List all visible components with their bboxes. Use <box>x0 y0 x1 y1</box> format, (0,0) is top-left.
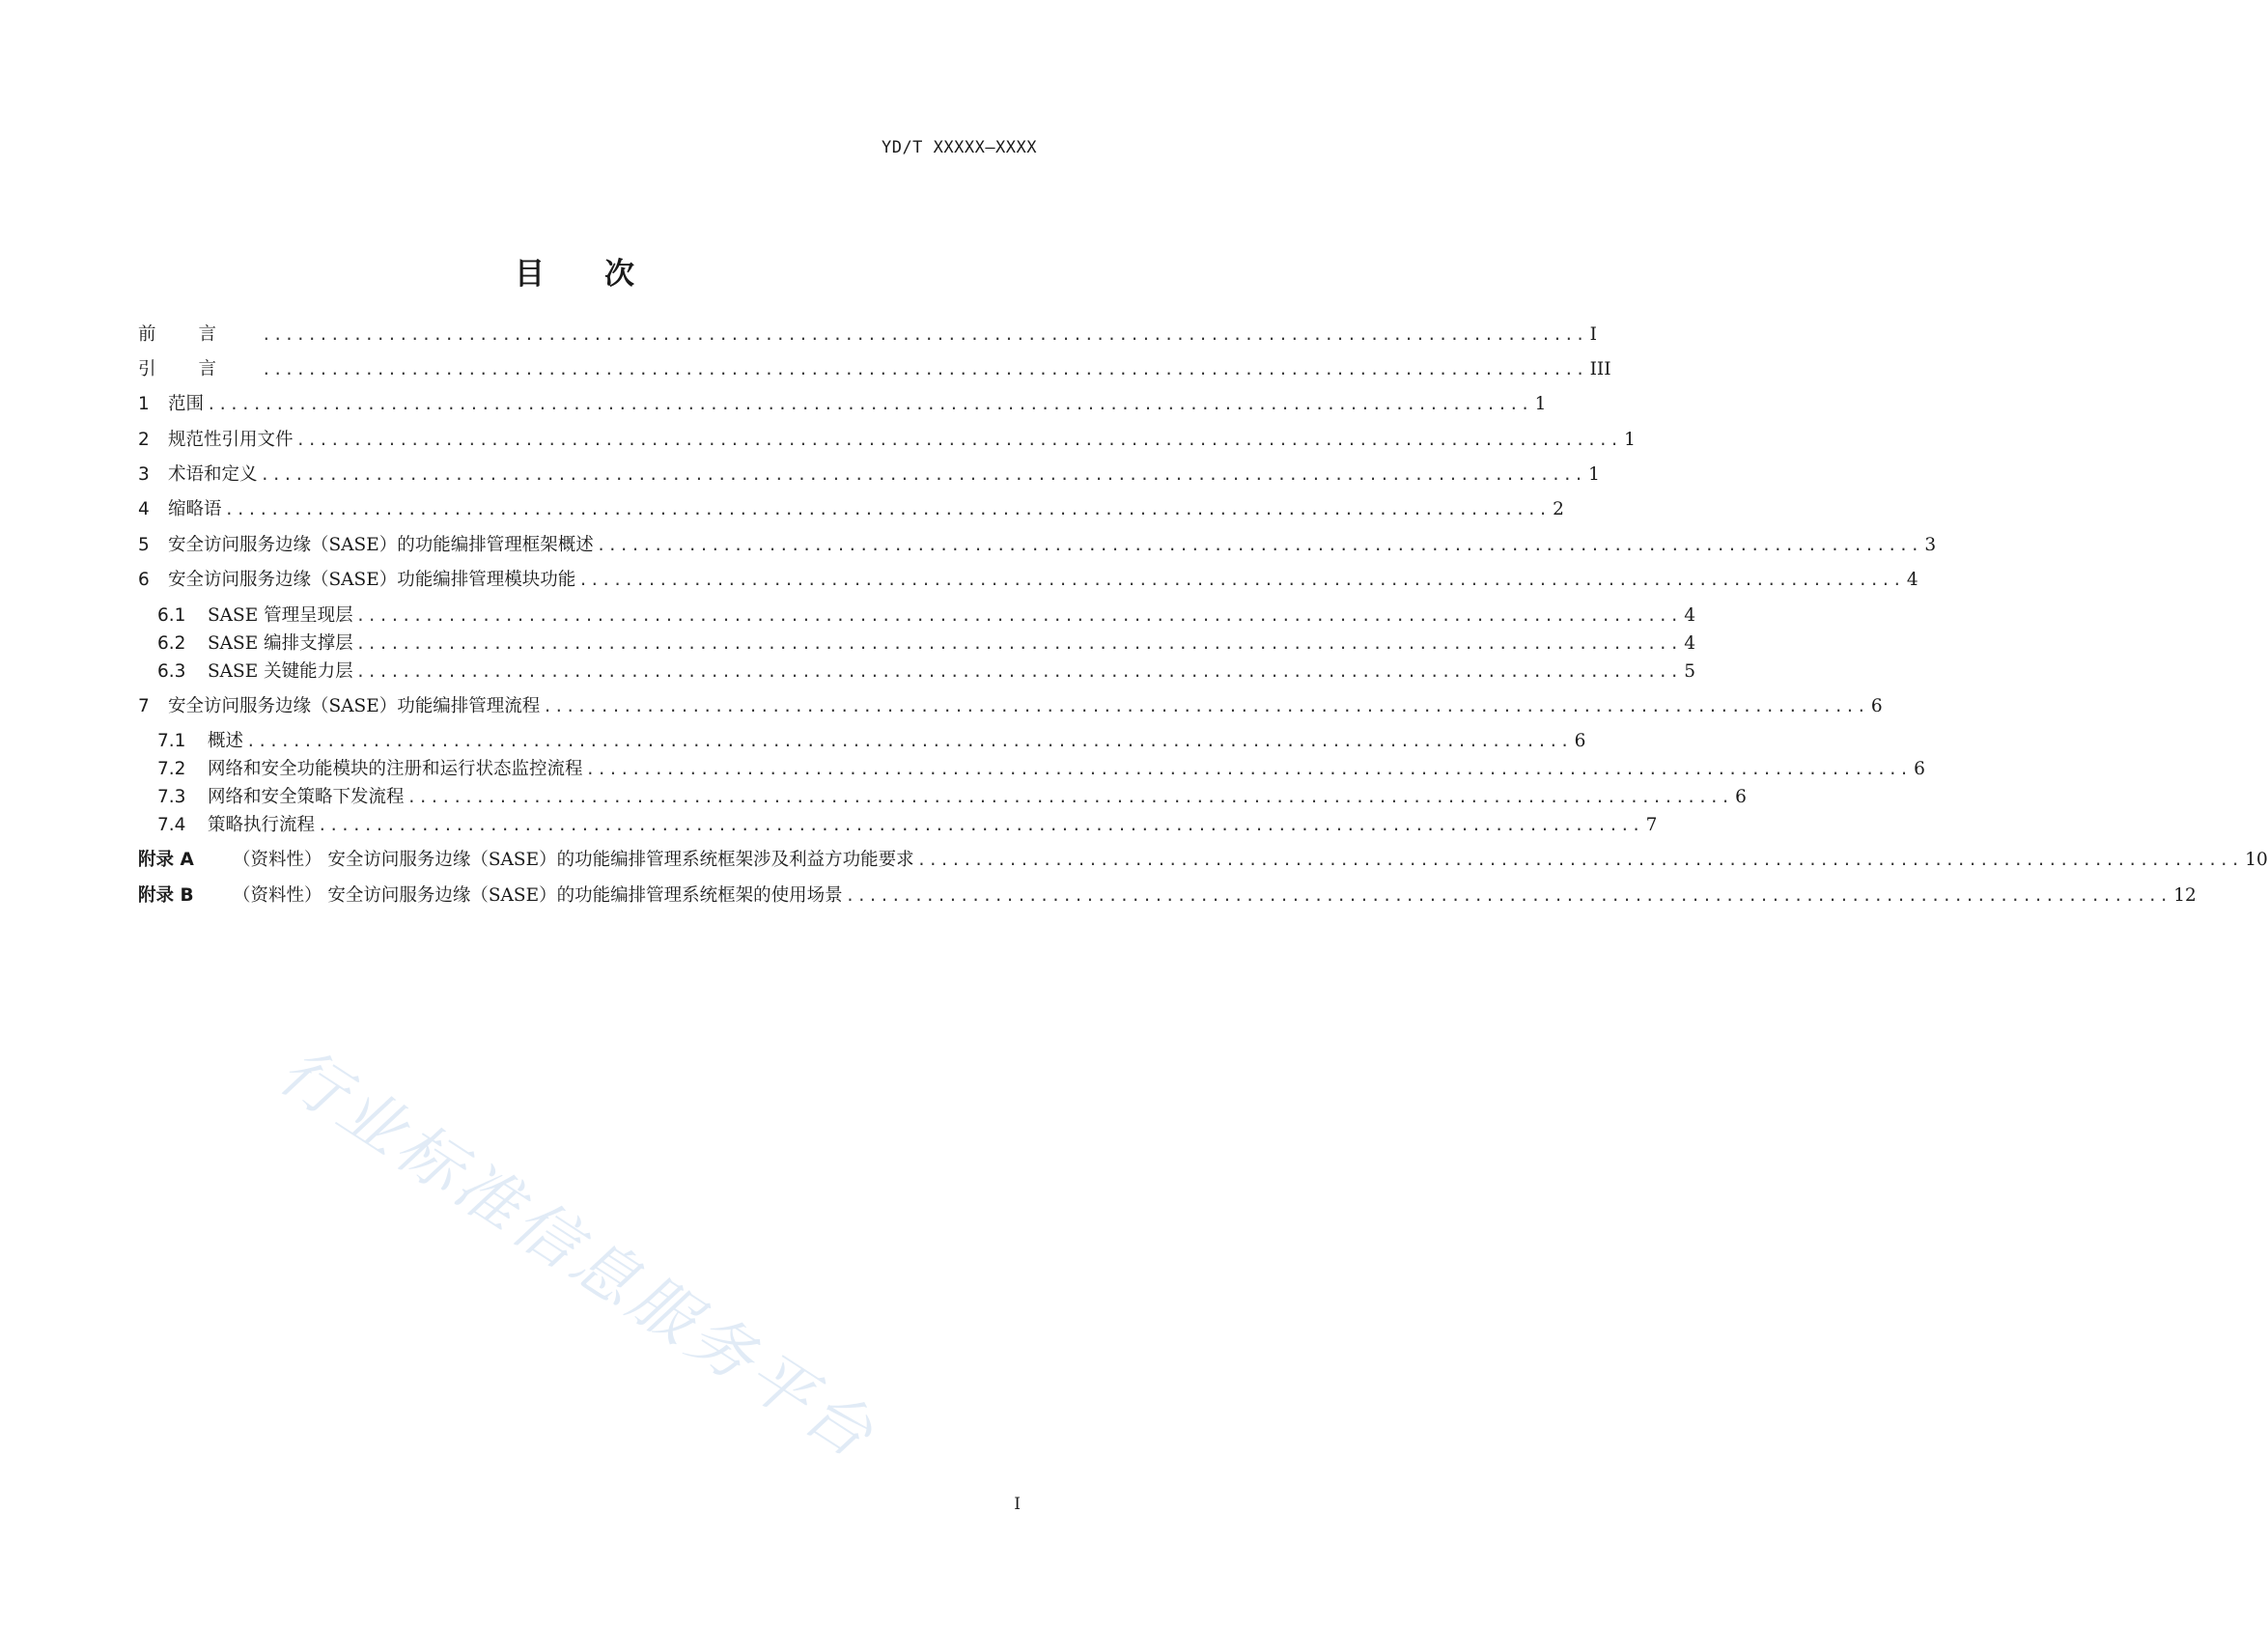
toc-entry-page: 4 <box>1906 570 1918 590</box>
toc-entry-foreword[interactable] <box>138 323 1597 347</box>
toc-entry-3[interactable] <box>138 463 1600 487</box>
toc-entry-page: 4 <box>1684 605 1695 626</box>
toc-entry-label: 缩略语 <box>168 499 222 519</box>
toc-entry-page: 1 <box>1624 430 1636 450</box>
document-code: YD/T XXXXX—XXXX <box>881 138 1037 157</box>
toc-entry-label: 范围 <box>168 394 205 414</box>
toc-entry-label: （资料性） 安全访问服务边缘（SASE）的功能编排管理系统框架涉及利益方功能要求 <box>233 850 914 870</box>
toc-entry-page: 6 <box>1574 731 1586 751</box>
page-number: I <box>1014 1495 1021 1514</box>
toc-entry-7-3[interactable] <box>157 786 1747 809</box>
toc-leader-dots: .................................................................................................................... <box>246 732 1572 750</box>
toc-leader-dots: .................................................................................................................... <box>262 360 1587 378</box>
toc-entry-appendix-a[interactable] <box>138 849 2268 872</box>
toc-leader-dots: .................................................................................................................... <box>318 816 1643 834</box>
toc-entry-introduction[interactable] <box>138 358 1611 381</box>
toc-leader-dots: .................................................................................................................... <box>406 788 1733 806</box>
toc-leader-dots: .................................................................................................................... <box>260 465 1586 484</box>
toc-entry-page: III <box>1589 359 1611 379</box>
toc-entry-number: 5 <box>138 535 150 555</box>
toc-entry-page: 5 <box>1684 661 1695 682</box>
toc-entry-page: 6 <box>1914 759 1925 779</box>
toc-entry-page: 12 <box>2173 885 2197 906</box>
toc-entry-number: 7.4 <box>157 815 186 835</box>
toc-entry-number: 7.1 <box>157 731 186 751</box>
toc-entry-page: 1 <box>1534 394 1547 414</box>
toc-entry-page: 3 <box>1924 535 1937 555</box>
toc-leader-dots: .................................................................................................................... <box>224 500 1551 518</box>
toc-leader-dots: .................................................................................................................... <box>543 697 1868 715</box>
toc-entry-appendix-b[interactable] <box>138 884 2197 908</box>
toc-entry-page: 6 <box>1735 787 1747 807</box>
toc-title-char-2: 次 <box>604 257 634 292</box>
toc-entry-number: 附录 B <box>138 885 194 906</box>
toc-entry-number: 6.2 <box>157 633 186 654</box>
toc-entry-label: SASE 关键能力层 <box>208 661 353 682</box>
toc-entry-label: 引言 <box>138 359 260 379</box>
toc-entry-label: SASE 编排支撑层 <box>208 633 353 654</box>
toc-entry-1[interactable] <box>138 393 1547 416</box>
toc-entry-6-2[interactable] <box>157 632 1695 656</box>
toc-entry-number: 7.3 <box>157 787 186 807</box>
toc-entry-page: 2 <box>1553 499 1564 519</box>
toc-entry-number: 3 <box>138 464 150 485</box>
toc-entry-label: 前言 <box>138 324 260 345</box>
toc-entry-page: 1 <box>1588 464 1600 485</box>
toc-entry-7-4[interactable] <box>157 814 1658 837</box>
toc-entry-6-1[interactable] <box>157 604 1695 628</box>
toc-entry-number: 7.2 <box>157 759 186 779</box>
toc-entry-number: 4 <box>138 499 150 519</box>
toc-entry-number: 2 <box>138 430 150 450</box>
toc-entry-number: 1 <box>138 394 150 414</box>
toc-leader-dots: .................................................................................................................... <box>578 571 1904 589</box>
toc-entry-number: 6 <box>138 570 150 590</box>
toc-entry-page: 4 <box>1684 633 1695 654</box>
toc-entry-label: 安全访问服务边缘（SASE）功能编排管理流程 <box>168 696 541 716</box>
toc-entry-6[interactable] <box>138 569 1918 592</box>
toc-entry-7-1[interactable] <box>157 730 1586 753</box>
toc-entry-label: 网络和安全功能模块的注册和运行状态监控流程 <box>208 759 583 779</box>
toc-entry-7-2[interactable] <box>157 758 1925 781</box>
toc-entry-6-3[interactable] <box>157 660 1695 684</box>
toc-entry-label: 规范性引用文件 <box>168 430 294 450</box>
toc-entry-label: SASE 管理呈现层 <box>208 605 353 626</box>
toc-entry-number: 7 <box>138 696 150 716</box>
toc-entry-number: 附录 A <box>138 850 194 870</box>
toc-entry-7[interactable] <box>138 695 1883 718</box>
toc-entry-label: （资料性） 安全访问服务边缘（SASE）的功能编排管理系统框架的使用场景 <box>233 885 843 906</box>
toc-leader-dots: .................................................................................................................... <box>207 395 1532 413</box>
toc-entry-2[interactable] <box>138 429 1636 452</box>
toc-entry-number: 6.1 <box>157 605 186 626</box>
toc-entry-4[interactable] <box>138 498 1564 521</box>
toc-entry-label: 安全访问服务边缘（SASE）功能编排管理模块功能 <box>168 570 576 590</box>
toc-entry-label: 安全访问服务边缘（SASE）的功能编排管理框架概述 <box>168 535 594 555</box>
toc-entry-label: 概述 <box>208 731 244 751</box>
toc-leader-dots: .................................................................................................................... <box>845 886 2171 905</box>
toc-leader-dots: .................................................................................................................... <box>916 851 2243 869</box>
watermark: 行业标准信息服务平台 <box>266 1033 890 1474</box>
toc-leader-dots: .................................................................................................................... <box>295 431 1622 449</box>
toc-entry-page: 7 <box>1645 815 1658 835</box>
toc-entry-label: 网络和安全策略下发流程 <box>208 787 405 807</box>
toc-leader-dots: .................................................................................................................... <box>355 662 1682 681</box>
toc-leader-dots: .................................................................................................................... <box>262 325 1587 344</box>
toc-entry-page: 6 <box>1870 696 1883 716</box>
toc-leader-dots: .................................................................................................................... <box>355 606 1682 625</box>
toc-leader-dots: .................................................................................................................... <box>585 760 1912 778</box>
toc-leader-dots: .................................................................................................................... <box>596 536 1922 554</box>
toc-entry-5[interactable] <box>138 534 1937 557</box>
toc-entry-page: 10 <box>2245 850 2268 870</box>
toc-title-char-1: 目 <box>515 257 545 292</box>
toc-entry-page: I <box>1589 324 1597 345</box>
toc-entry-number: 6.3 <box>157 661 186 682</box>
toc-entry-label: 策略执行流程 <box>208 815 316 835</box>
toc-entry-label: 术语和定义 <box>168 464 258 485</box>
toc-leader-dots: .................................................................................................................... <box>355 634 1682 653</box>
toc-title <box>0 249 1149 293</box>
